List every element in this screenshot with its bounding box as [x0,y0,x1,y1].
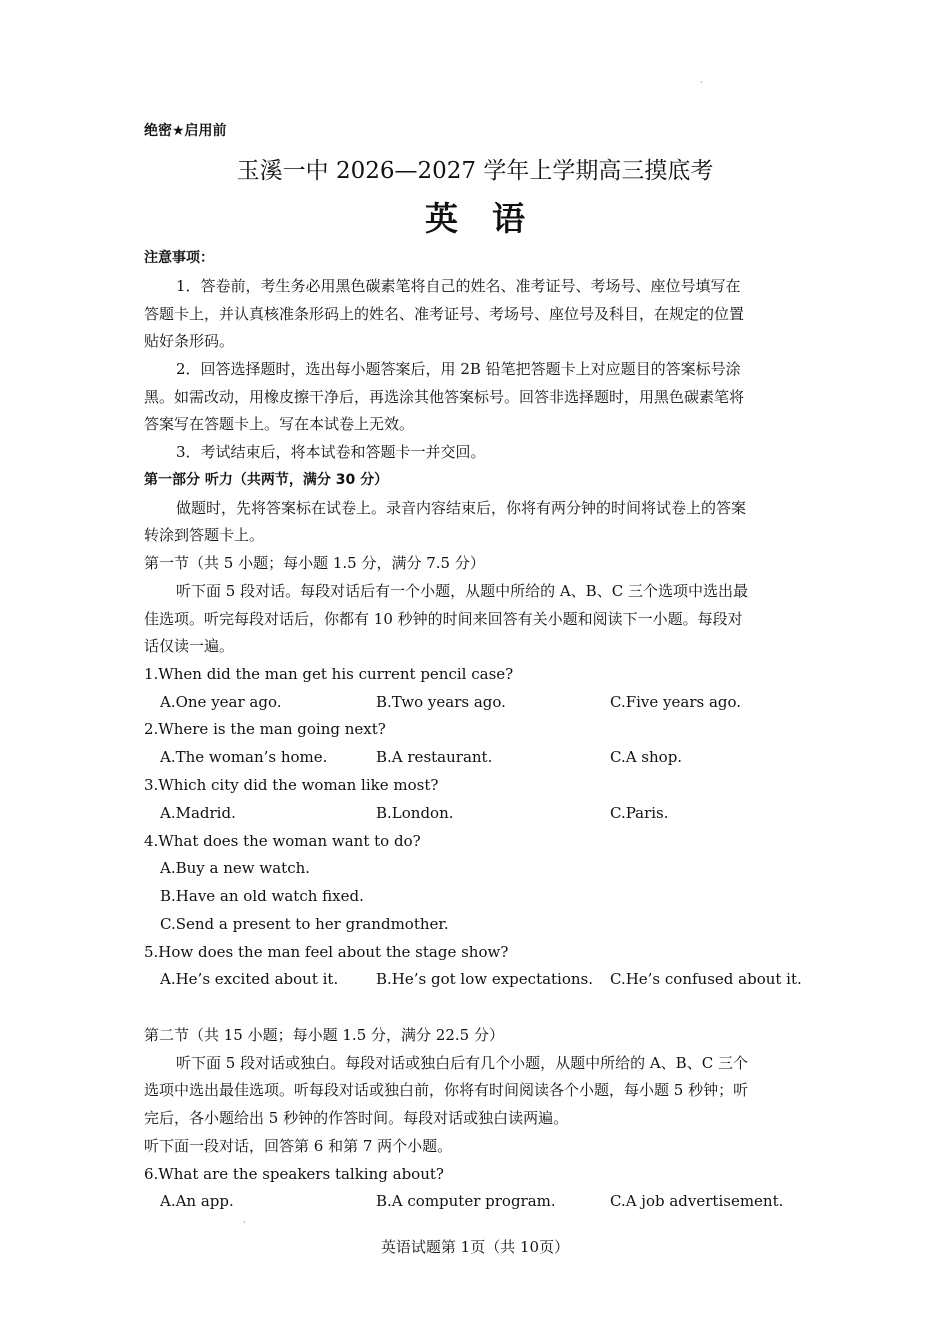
notice-line: 3．考试结束后，将本试卷和答题卡一并交回。 [176,443,486,461]
option-a: A.Buy a new watch. [160,859,311,877]
subject-title: 英语 [425,199,559,238]
option-b: B.He’s got low expectations. [376,970,594,988]
option-b: B.A computer program. [376,1192,556,1210]
question-5: 5.How does the man feel about the stage show? [144,943,509,961]
option-c: C.A job advertisement. [610,1192,784,1210]
option-b: B.Have an old watch fixed. [160,887,364,905]
notice-line: 贴好条形码。 [144,332,235,350]
option-b: B.London. [376,804,454,822]
option-c: C.Five years ago. [610,693,742,711]
option-a: A.An app. [160,1192,234,1210]
part1-intro: 转涂到答题卡上。 [144,526,265,544]
option-a: A.One year ago. [160,693,282,711]
page-speck: · [700,78,703,87]
confidential-label: 绝密★启用前 [144,123,227,139]
notice-heading: 注意事项： [144,250,214,266]
section2-intro: 选项中选出最佳选项。听每段对话或独白前，你将有时间阅读各个小题，每小题 5 秒钟；听 [144,1081,749,1099]
page-footer: 英语试题第 1页（共 10页） [380,1238,570,1256]
option-c: C.He’s confused about it. [610,970,802,988]
page-speck: · [243,1218,246,1227]
option-b: B.Two years ago. [376,693,506,711]
section1-intro: 话仅读一遍。 [144,637,235,655]
option-b: B.A restaurant. [376,748,493,766]
notice-line: 黑。如需改动，用橡皮擦干净后，再选涂其他答案标号。回答非选择题时，用黑色碳素笔将 [144,388,745,406]
part1-heading: 第一部分 听力（共两节，满分 30 分） [144,472,389,488]
question-3: 3.Which city did the woman like most? [144,776,439,794]
question-1: 1.When did the man get his current pencil case? [144,665,514,683]
section1-intro: 佳选项。听完每段对话后，你都有 10 秒钟的时间来回答有关小题和阅读下一小题。每段对 [144,610,743,628]
notice-line: 答题卡上，并认真核准条形码上的姓名、准考证号、考场号、座位号及科目，在规定的位置 [144,305,745,323]
part1-intro: 做题时，先将答案标在试卷上。录音内容结束后，你将有两分钟的时间将试卷上的答案 [176,499,747,517]
dialog-note: 听下面一段对话，回答第 6 和第 7 两个小题。 [144,1137,453,1155]
section2-intro: 听下面 5 段对话或独白。每段对话或独白后有几个小题，从题中所给的 A、B、C 三个 [176,1054,748,1072]
notice-line: 2．回答选择题时，选出每小题答案后，用 2B 铅笔把答题卡上对应题目的答案标号涂 [176,360,741,378]
option-c: C.A shop. [610,748,683,766]
notice-line: 1．答卷前，考生务必用黑色碳素笔将自己的姓名、准考证号、考场号、座位号填写在 [176,277,741,295]
notice-line: 答案写在答题卡上。写在本试卷上无效。 [144,415,415,433]
section2-intro: 完后，各小题给出 5 秒钟的作答时间。每段对话或独白读两遍。 [144,1109,569,1127]
section2-heading: 第二节（共 15 小题；每小题 1.5 分，满分 22.5 分） [144,1026,504,1044]
option-a: A.He’s excited about it. [160,970,339,988]
option-c: C.Send a present to her grandmother. [160,915,449,933]
option-a: A.The woman’s home. [160,748,328,766]
option-c: C.Paris. [610,804,669,822]
question-6: 6.What are the speakers talking about? [144,1165,444,1183]
section1-heading: 第一节（共 5 小题；每小题 1.5 分，满分 7.5 分） [144,554,485,572]
option-a: A.Madrid. [160,804,236,822]
question-2: 2.Where is the man going next? [144,720,386,738]
exam-title: 玉溪一中 2026—2027 学年上学期高三摸底考 [236,158,714,184]
question-4: 4.What does the woman want to do? [144,832,421,850]
section1-intro: 听下面 5 段对话。每段对话后有一个小题，从题中所给的 A、B、C 三个选项中选出最 [176,582,748,600]
